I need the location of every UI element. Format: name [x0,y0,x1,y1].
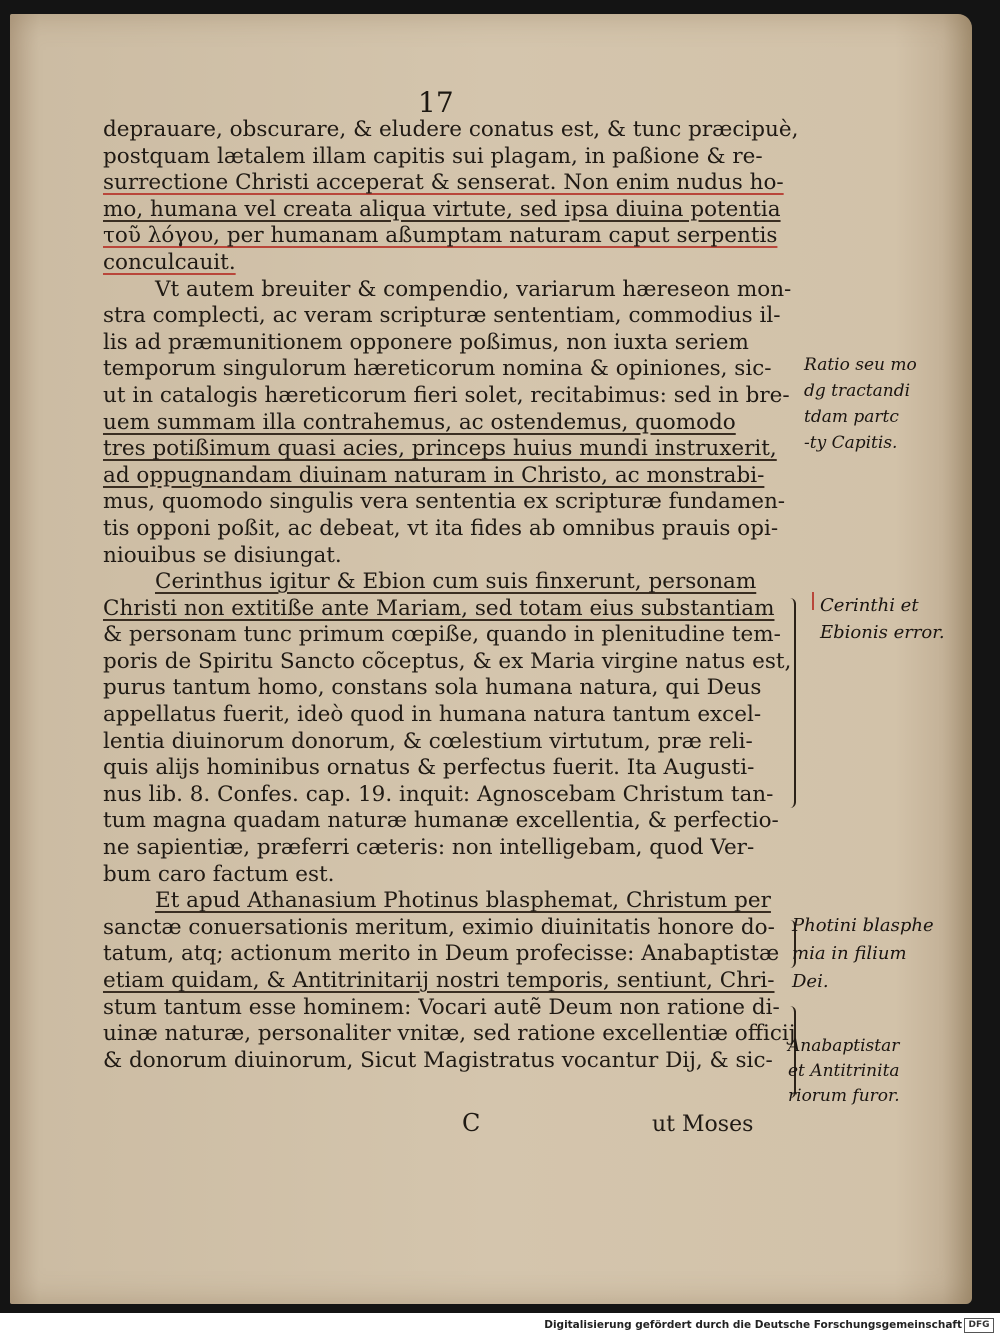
footer-credit: Digitalisierung gefördert durch die Deutsche Forschungsgemeinschaft [544,1319,962,1331]
text-line-21: poris de Spiritu Sancto cõceptus, & ex Maria virgine natus est, [103,648,792,674]
margin-note-cerinthi: Cerinthi et Ebionis error. [820,595,945,643]
text-line-24: lentia diuinorum donorum, & cœlestium virtutum, præ reli- [103,728,753,754]
text-line-9: lis ad præmunitionem opponere poßimus, non iuxta seriem [103,329,749,355]
text-line-2: postquam lætalem illam capitis sui plagam, in paßione & re- [103,143,763,169]
text-line-30: Et apud Athanasium Photinus blasphemat, Christum per [155,888,771,914]
text-line-12: uem summam illa contrahemus, ac ostendemus, quomodo [103,409,736,435]
text-line-34: stum tantum esse hominem: Vocari autẽ Deum non ratione di- [103,994,780,1020]
footer-bar [0,1313,1000,1336]
text-line-20: & personam tunc primum cœpiße, quando in plenitudine tem- [103,622,781,648]
catchword: ut Moses [652,1112,754,1137]
margin-note-ratio: Ratio seu mo dg tractandi tdam partc -ty Capitis. [804,355,917,453]
text-line-1: deprauare, obscurare, & eludere conatus est, & tunc præcipuè, [103,117,799,142]
page-number: 17 [418,86,454,119]
text-line-32: tatum, atq; actionum merito in Deum profecisse: Anabaptistæ [103,941,780,967]
text-line-7: Vt autem breuiter & compendio, variarum hæreseon mon- [155,276,792,302]
text-line-31: sanctæ conuersationis meritum, eximio diuinitatis honore do- [103,914,775,940]
margin-note-anabaptistarum: Anabaptistar et Antitrinita riorum furor. [788,1036,900,1106]
text-line-17: niouibus se disiungat. [103,542,342,568]
text-line-23: appellatus fuerit, ideò quod in humana natura tantum excel- [103,702,762,728]
text-line-26: nus lib. 8. Confes. cap. 19. inquit: Agnoscebam Christum tan- [103,781,774,807]
text-line-15: mus, quomodo singulis vera sententia ex scripturæ fundamen- [103,489,786,515]
margin-note-photini: Photini blasphe mia in filium Dei. [792,915,934,992]
text-line-8: stra complecti, ac veram scripturæ sententiam, commodius il- [103,303,781,329]
text-line-35: uinæ naturæ, personaliter vnitæ, sed ratione excellentiæ officij [103,1021,796,1047]
text-line-16: tis opponi poßit, ac debeat, vt ita fides ab omnibus prauis opi- [103,515,779,541]
red-margin-mark [812,592,814,610]
text-line-22: purus tantum homo, constans sola humana natura, qui Deus [103,675,762,701]
text-line-4: mo, humana vel creata aliqua virtute, sed ipsa diuina potentia [103,196,781,222]
text-line-25: quis alijs hominibus ornatus & perfectus fuerit. Ita Augusti- [103,755,755,781]
signature-mark: C [462,1109,481,1137]
text-line-36: & donorum diuinorum, Sicut Magistratus vocantur Dij, & sic- [103,1047,773,1073]
text-line-14: ad oppugnandam diuinam naturam in Christo, ac monstrabi- [103,462,765,488]
text-line-13: tres potißimum quasi acies, princeps huius mundi instruxerit, [103,436,777,462]
margin-bracket-cerinthus [786,598,796,808]
text-line-11: ut in catalogis hæreticorum fieri solet, recitabimus: sed in bre- [103,382,790,408]
text-line-3: surrectione Christi acceperat & senserat. Non enim nudus ho- [103,170,784,196]
text-line-5: τοῦ λόγου, per humanam aßumptam naturam caput serpentis [103,223,778,249]
text-line-19: Christi non extitiße ante Mariam, sed totam eius substantiam [103,595,775,621]
text-line-27: tum magna quadam naturæ humanæ excellentia, & perfectio- [103,808,779,834]
text-line-29: bum caro factum est. [103,861,335,887]
text-line-28: ne sapientiæ, præferri cæteris: non intelligebam, quod Ver- [103,835,755,861]
text-line-6: conculcauit. [103,249,236,275]
main-text-block [103,117,799,1074]
text-line-33: etiam quidam, & Antitrinitarij nostri temporis, sentiunt, Chri- [103,968,775,993]
text-line-18: Cerinthus igitur & Ebion cum suis finxerunt, personam [155,569,757,595]
text-line-10: temporum singulorum hæreticorum nomina & opiniones, sic- [103,356,772,382]
dfg-logo-icon: DFG [964,1318,994,1333]
